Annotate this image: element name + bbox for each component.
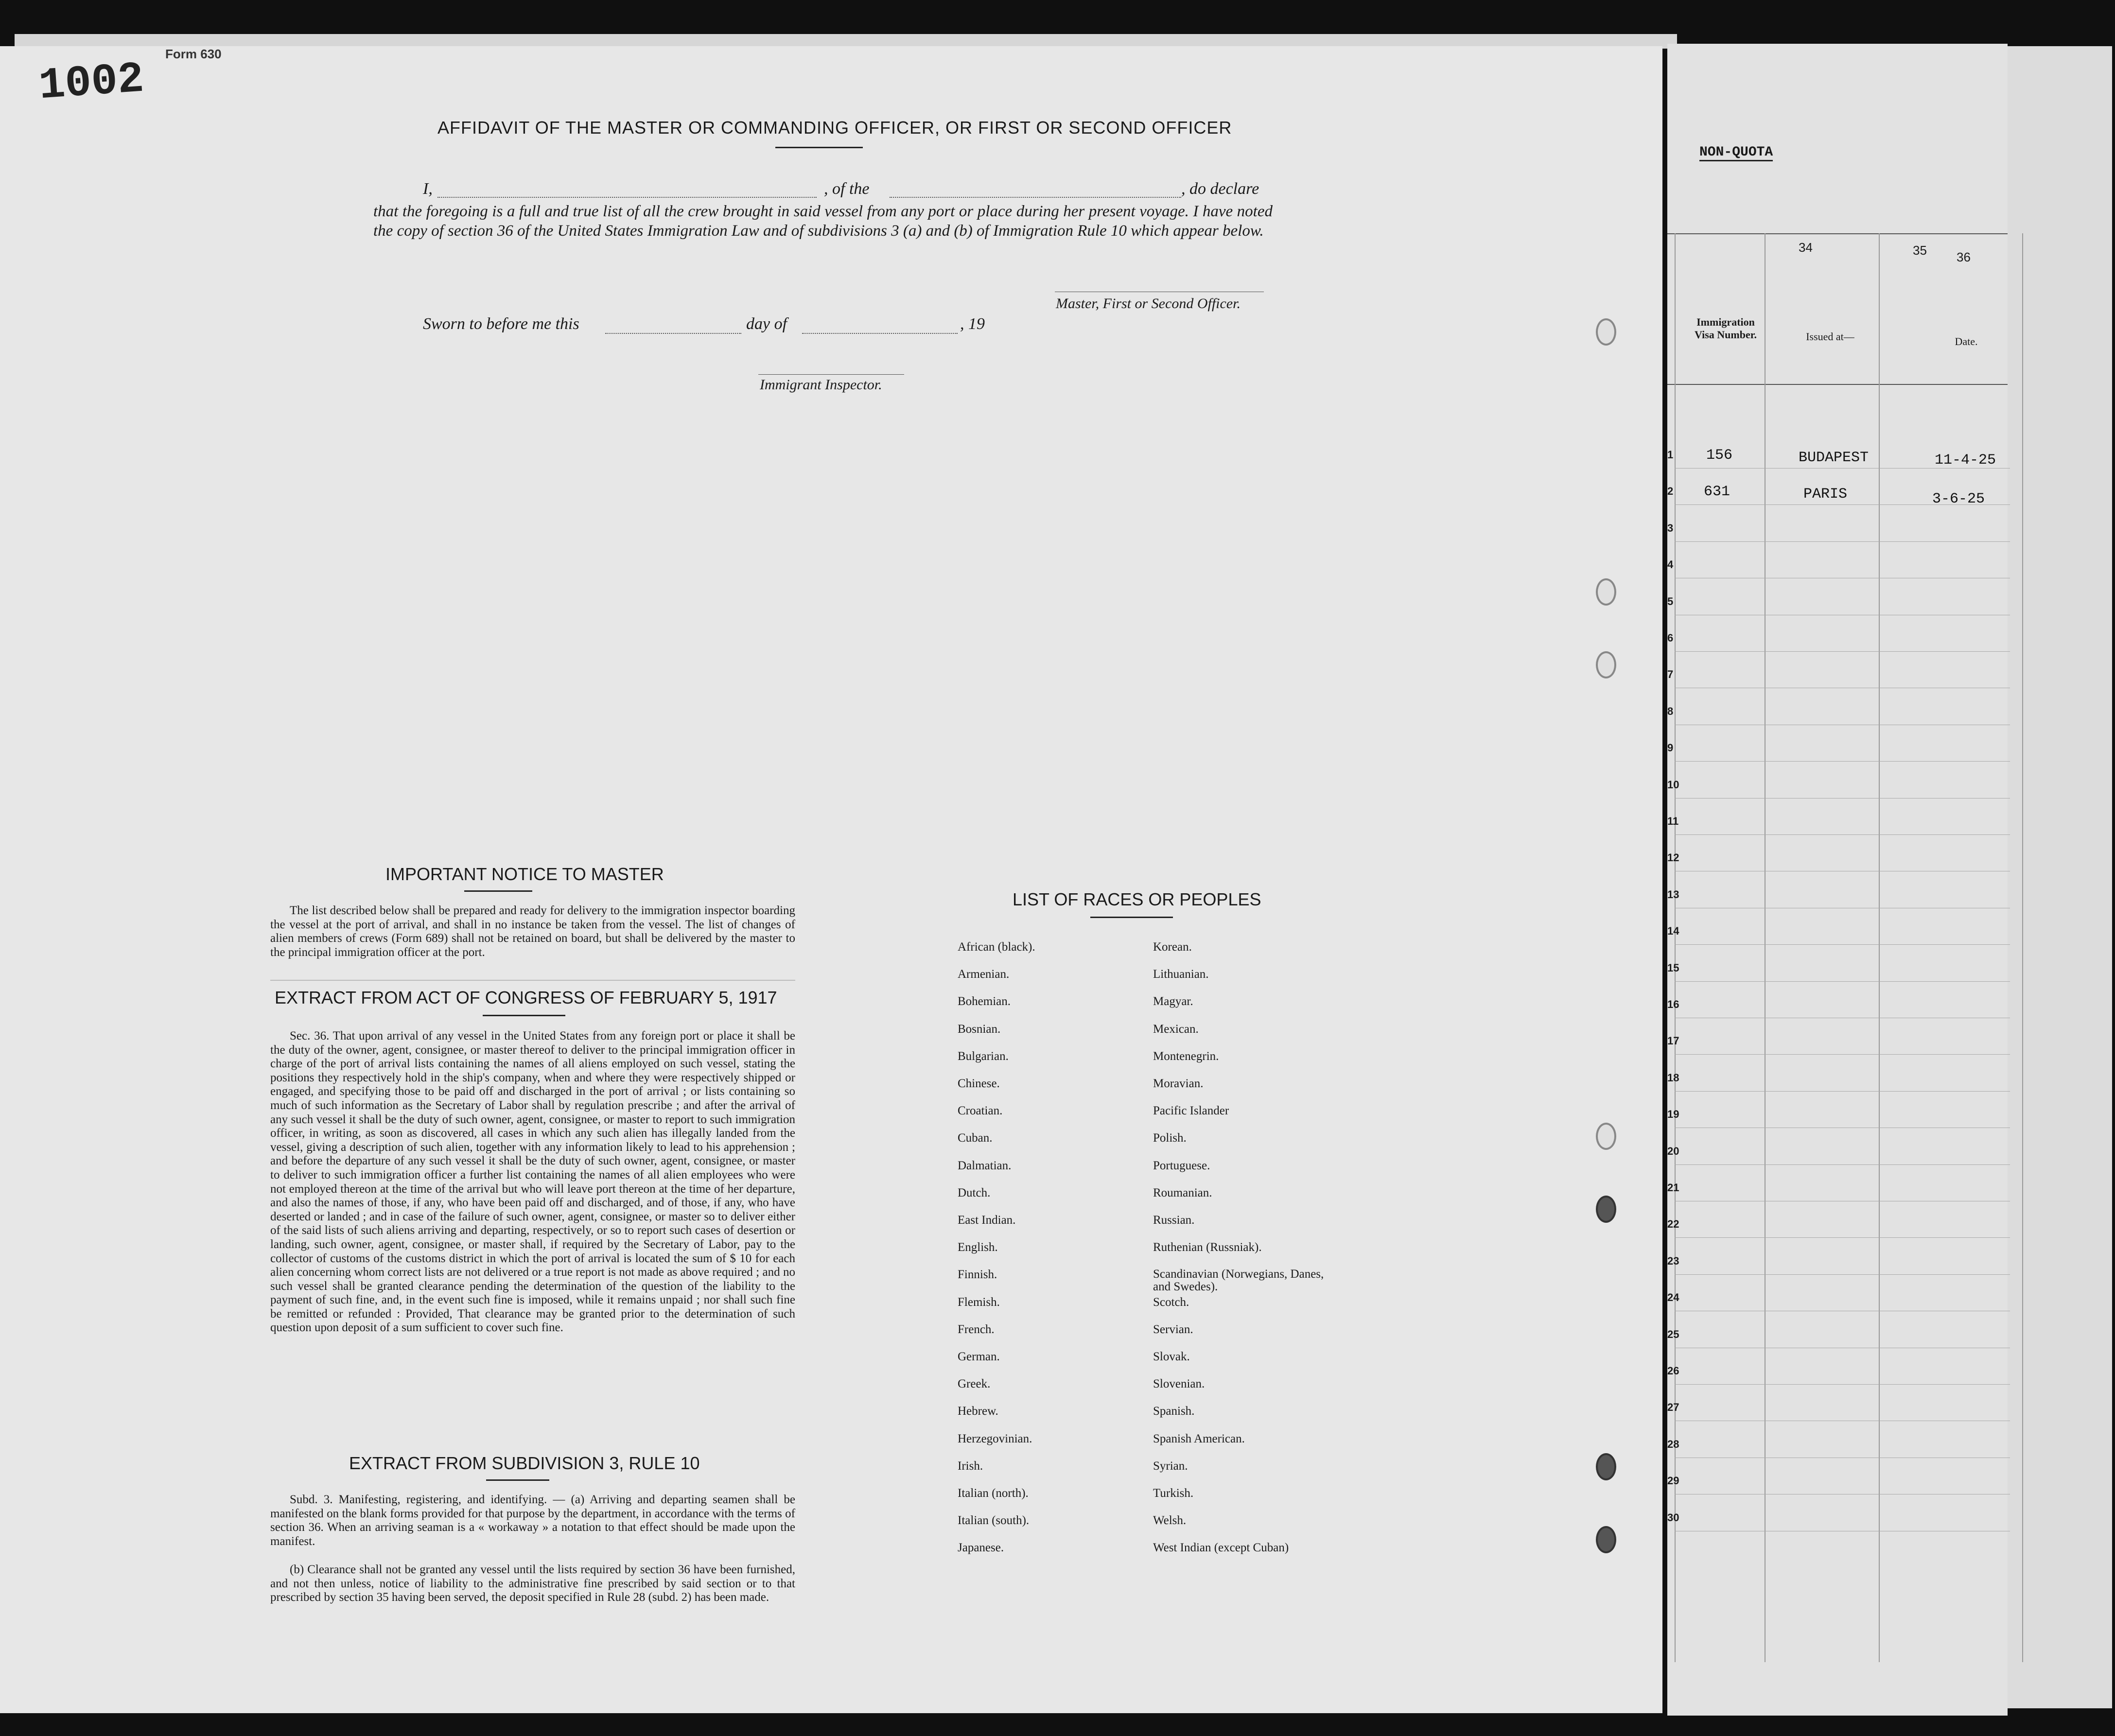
race-item: Flemish. — [958, 1295, 1000, 1309]
race-item: Russian. — [1153, 1214, 1195, 1227]
races-underline — [1090, 917, 1173, 918]
master-signature-caption: Master, First or Second Officer. — [1056, 295, 1241, 312]
row-number: 9 — [1667, 742, 1674, 754]
sworn-year: , 19 — [960, 315, 985, 333]
sworn-month-line — [802, 333, 958, 334]
inspector-caption: Immigrant Inspector. — [760, 377, 882, 393]
col-number-35: 35 — [1913, 243, 1927, 258]
race-item: Scandinavian (Norwegians, Danes, and Swedes). — [1153, 1267, 1324, 1294]
row-number: 13 — [1667, 888, 1679, 901]
handwritten-page-number: 1002 — [37, 54, 146, 112]
race-item: Bulgarian. — [958, 1049, 1009, 1063]
entry-2-date: 3-6-25 — [1932, 491, 1985, 507]
table-top-rule — [1667, 233, 2008, 234]
row-number: 3 — [1667, 521, 1674, 534]
row-number: 25 — [1667, 1328, 1679, 1340]
row-number: 4 — [1667, 558, 1674, 571]
race-item: Turkish. — [1153, 1487, 1194, 1500]
race-item: Armenian. — [958, 968, 1010, 981]
row-number: 23 — [1667, 1254, 1679, 1267]
table-row-line — [1675, 651, 2010, 652]
binder-hole — [1596, 318, 1616, 346]
right-manifest-sheet — [1667, 44, 2008, 1716]
race-item: Spanish American. — [1153, 1432, 1245, 1445]
notice-title: IMPORTANT NOTICE TO MASTER — [385, 864, 664, 884]
race-item: Ruthenian (Russniak). — [1153, 1241, 1262, 1254]
race-item: Scotch. — [1153, 1295, 1189, 1309]
table-row-line — [1675, 834, 2010, 835]
row-number: 30 — [1667, 1511, 1679, 1524]
col-number-36: 36 — [1957, 250, 1971, 264]
race-item: Chinese. — [958, 1077, 1000, 1090]
rule-extract-title: EXTRACT FROM SUBDIVISION 3, RULE 10 — [349, 1453, 700, 1473]
affidavit-i: I, — [423, 180, 433, 198]
race-item: French. — [958, 1322, 995, 1336]
table-row-line — [1675, 1164, 2010, 1165]
sworn-text: Sworn to before me this — [423, 315, 579, 333]
entry-2-issued-at: PARIS — [1803, 486, 1848, 503]
binder-hole — [1596, 1196, 1616, 1223]
table-row-line — [1675, 981, 2010, 982]
race-item: Spanish. — [1153, 1405, 1195, 1418]
vessel-line — [890, 197, 1181, 198]
row-number: 12 — [1667, 851, 1679, 864]
row-number: 29 — [1667, 1475, 1679, 1487]
binder-hole — [1596, 651, 1616, 678]
race-item: Portuguese. — [1153, 1159, 1210, 1172]
notice-underline — [464, 890, 532, 892]
act-extract-underline — [483, 1015, 565, 1016]
row-number: 16 — [1667, 998, 1679, 1010]
race-item: African (black). — [958, 940, 1035, 954]
row-number: 18 — [1667, 1071, 1679, 1084]
race-item: German. — [958, 1350, 1000, 1363]
race-item: Roumanian. — [1153, 1186, 1212, 1199]
row-number: 21 — [1667, 1181, 1679, 1194]
row-number: 28 — [1667, 1438, 1679, 1450]
row-number: 5 — [1667, 595, 1674, 608]
table-col-divider-2 — [1879, 233, 1880, 1662]
col-number-34: 34 — [1799, 240, 1813, 255]
rule-extract-para-a: Subd. 3. Manifesting, registering, and identifying. — (a) Arriving and departing seamen shall be manifested on the blank forms provided for that purpose by the department, in accordance with the terms of section 36. When an arriving seaman is a « workaway » a notation to that effect should be made upon the manifest. — [270, 1493, 795, 1548]
race-item: Polish. — [1153, 1131, 1187, 1145]
race-item: Bohemian. — [958, 995, 1011, 1008]
row-number: 17 — [1667, 1035, 1679, 1047]
table-header-rule — [1667, 384, 2008, 385]
race-item: Pacific Islander — [1153, 1104, 1229, 1118]
col-header-visa-number: Immigration Visa Number. — [1695, 316, 1757, 341]
race-item: Lithuanian. — [1153, 968, 1209, 981]
sworn-day-line — [605, 333, 741, 334]
inspector-signature-line — [758, 374, 904, 375]
race-item: East Indian. — [958, 1214, 1016, 1227]
binder-hole — [1596, 1526, 1616, 1553]
race-item: Croatian. — [958, 1104, 1003, 1118]
notice-divider — [270, 980, 795, 981]
table-row-line — [1675, 1274, 2010, 1275]
title-underline — [775, 147, 863, 148]
row-number: 8 — [1667, 705, 1674, 717]
rule-extract-para-b: (b) Clearance shall not be granted any vessel until the lists required by section 36 have been furnished, and not then unless, notice of liability to the administrative fine prescribed by said section or to that prescribed by section 35 having been served, the deposit specified in Rule 28 (subd. 2) has been made. — [270, 1563, 795, 1604]
affidavit-title: AFFIDAVIT OF THE MASTER OR COMMANDING OFFICER, OR FIRST OR SECOND OFFICER — [437, 118, 1232, 138]
race-item: Magyar. — [1153, 995, 1193, 1008]
affidavit-of-the: , of the — [824, 180, 870, 198]
race-item: Italian (north). — [958, 1487, 1029, 1500]
race-item: Finnish. — [958, 1268, 997, 1282]
race-item: Greek. — [958, 1377, 991, 1391]
binder-hole — [1596, 1453, 1616, 1480]
race-item: Moravian. — [1153, 1077, 1204, 1090]
rule-extract-underline — [486, 1479, 549, 1481]
affidavit-paragraph: that the foregoing is a full and true list of all the crew brought in said vessel from any port or place during her present voyage. I have noted the copy of section 36 of the United States Immigration Law and of subdivisions 3 (a) and (b) of Immigration Rule 10 which appear below. — [373, 203, 1273, 240]
races-title: LIST OF RACES OR PEOPLES — [1013, 889, 1261, 909]
race-item: Herzegovinian. — [958, 1432, 1032, 1445]
quota-label: NON-QUOTA — [1699, 145, 1773, 161]
binder-hole — [1596, 1123, 1616, 1150]
affidavit-declare: , do declare — [1181, 180, 1259, 198]
table-row-line — [1675, 541, 2010, 542]
row-number: 24 — [1667, 1291, 1679, 1304]
form-sheet — [0, 46, 1662, 1713]
table-row-line — [1675, 1054, 2010, 1055]
row-number: 22 — [1667, 1218, 1679, 1231]
race-item: Servian. — [1153, 1322, 1193, 1336]
race-item: Welsh. — [1153, 1514, 1187, 1528]
entry-2-visa: 631 — [1704, 484, 1730, 500]
race-item: Dutch. — [958, 1186, 991, 1199]
row-number: 14 — [1667, 925, 1679, 937]
row-number: 11 — [1667, 815, 1679, 827]
entry-1-issued-at: BUDAPEST — [1799, 450, 1869, 466]
entry-1-date: 11-4-25 — [1935, 452, 1996, 469]
race-item: English. — [958, 1241, 998, 1254]
table-row-line — [1675, 944, 2010, 945]
row-number: 7 — [1667, 668, 1674, 681]
name-line — [437, 197, 817, 198]
col-header-issued-at: Issued at— — [1806, 330, 1854, 343]
race-item: Irish. — [958, 1459, 983, 1473]
row-number: 26 — [1667, 1365, 1679, 1377]
race-item: Korean. — [1153, 940, 1192, 954]
sworn-day-of: day of — [746, 315, 787, 333]
row-number: 15 — [1667, 961, 1679, 974]
race-item: Slovenian. — [1153, 1377, 1205, 1391]
race-item: Syrian. — [1153, 1459, 1188, 1473]
table-row-line — [1675, 1237, 2010, 1238]
entry-1-visa: 156 — [1706, 447, 1733, 464]
notice-text: The list described below shall be prepared and ready for delivery to the immigration inspector boarding the vessel at the port of arrival, and shall in no instance be taken from the vessel. The list of changes of alien members of crews (Form 689) shall not be retained on board, but shall be delivered by the master to the principal immigration officer at the port. — [270, 904, 795, 959]
race-item: West Indian (except Cuban) — [1153, 1541, 1289, 1555]
row-number: 19 — [1667, 1108, 1679, 1121]
row-number: 10 — [1667, 778, 1679, 791]
act-extract-text: Sec. 36. That upon arrival of any vessel in the United States from any foreign port or place it shall be the duty of the owner, agent, consignee, or master thereof to deliver to the principal immigration officer in charge of the port of arrival lists containing the names of all aliens employed on such vessel, stating the positions they respectively hold in the ship's company, when and where they were respectively shipped or engaged, and specifying those to be paid off and discharged in the port of arrival ; or lists containing so much of such information as the Secretary of Labor shall by regulation prescribe ; and after the arrival of any such vessel it shall be the duty of such owner, agent, consignee, or master to report to such immigration officer, in writing, as soon as discovered, all cases in which any such alien has illegally landed from the vessel, giving a description of such alien, together with any information likely to lead to his apprehension ; and before the departure of any such vessel it shall be the duty of such owner, agent, consignee, or master to deliver to such immigration officer a further list containing the names of all alien employees who were not employed thereon at the time of the arrival but who will leave port thereon at the time of her departure, and also the names of those, if any, who have been paid off and discharged, and of those, if any, who have deserted or landed ; and in case of the failure of such owner, agent, consignee, or master so to deliver either of the said lists of such aliens arriving and departing, respectively, or so to report such cases of desertion or landing, such owner, agent, consignee, or master shall, if required by the Secretary of Labor, pay to the collector of customs of the customs district in which the port of arrival is located the sum of $ 10 for each alien concerning whom correct lists are not delivered or a true report is not made as above required ; and no such vessel shall be granted clearance pending the determination of the question of the liability to the payment of such fine, and, in the event such fine is imposed, while it remains unpaid ; nor shall such fine be remitted or refunded : Provided, That clearance may be granted prior to the determination of such question upon deposit of a sum sufficient to cover such fine. — [270, 1029, 795, 1335]
race-item: Hebrew. — [958, 1405, 998, 1418]
row-number: 6 — [1667, 632, 1674, 644]
binder-hole — [1596, 578, 1616, 606]
race-item: Montenegrin. — [1153, 1049, 1219, 1063]
race-item: Dalmatian. — [958, 1159, 1012, 1172]
far-right-sheet-edge — [2008, 46, 2112, 1708]
table-row-line — [1675, 1091, 2010, 1092]
table-row-line — [1675, 761, 2010, 762]
row-number: 2 — [1667, 485, 1674, 498]
table-col-divider-3 — [2022, 233, 2023, 1662]
race-item: Cuban. — [958, 1131, 993, 1145]
row-number: 27 — [1667, 1401, 1679, 1414]
race-item: Bosnian. — [958, 1022, 1001, 1036]
col-header-date: Date. — [1955, 335, 1978, 347]
race-item: Mexican. — [1153, 1022, 1199, 1036]
act-extract-title: EXTRACT FROM ACT OF CONGRESS OF FEBRUARY 5, 1917 — [275, 988, 777, 1007]
row-number: 1 — [1667, 449, 1674, 461]
table-row-line — [1675, 798, 2010, 799]
race-item: Italian (south). — [958, 1514, 1030, 1528]
race-item: Japanese. — [958, 1541, 1004, 1555]
form-label: Form 630 — [165, 47, 222, 61]
table-row-line — [1675, 1384, 2010, 1385]
row-number: 20 — [1667, 1145, 1679, 1157]
race-item: Slovak. — [1153, 1350, 1190, 1363]
